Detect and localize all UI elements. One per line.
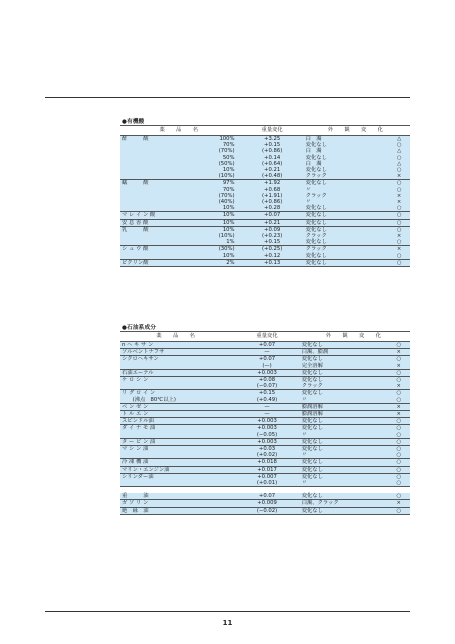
concentration: 100% 70% (70%) 50% (50%) 10% (10%) (195, 136, 240, 180)
table-row (120, 226, 410, 246)
appearance-change: 白濁、クラック (300, 500, 388, 507)
rating-mark: ○ (388, 438, 410, 445)
concentration: 10% (195, 212, 240, 219)
table-row (120, 411, 410, 418)
chemical-name: 酢 酸 (120, 136, 195, 180)
weight-change: +0.03 (+0.02) (234, 446, 299, 459)
appearance-change: 白 濁 変化なし 白 濁 変化なし 白 濁 変化なし クラック (304, 136, 389, 180)
concentration: 97% 70% (70%) (40%) 10% (195, 180, 240, 212)
chemical-name: ト ル エ ン (120, 411, 234, 418)
chemical-name: ケ ロ シ ン (120, 377, 234, 390)
appearance-change: 変化なし 〃 (300, 446, 388, 459)
weight-change: +0.003 (234, 369, 299, 376)
header-appearance-change: 外 観 変 化 (304, 126, 410, 136)
appearance-change: 変化なし (300, 342, 388, 349)
table-row (120, 438, 410, 445)
table-row (120, 356, 410, 369)
weight-change: +0.15 (+0.49) (234, 390, 299, 403)
weight-change: +0.07 (241, 212, 304, 219)
header-weight-change: 重量変化 (241, 126, 304, 136)
chemical-name: 安 息 香 酸 (120, 219, 195, 226)
appearance-change: 変化なし (300, 459, 388, 466)
rating-mark: ○ (388, 507, 410, 514)
chemical-name: シクロヘキサン (120, 356, 234, 369)
chemical-name: 乳 酸 (120, 226, 195, 246)
chemical-name: 蟻 酸 (120, 180, 195, 212)
concentration: (30%) 10% (195, 246, 240, 259)
weight-change: +0.017 (234, 466, 299, 473)
table-row (120, 219, 410, 226)
appearance-change: 変化なし 〃 (300, 473, 388, 486)
weight-change: (−0.02) (234, 507, 299, 514)
rating-mark: ○ (388, 493, 410, 500)
appearance-change: 膨潤溶解 (300, 411, 388, 418)
table-row (120, 377, 410, 390)
appearance-change: 変化なし (300, 466, 388, 473)
table-row (120, 180, 410, 212)
chemical-name: n ヘ キ サ ン (120, 342, 234, 349)
appearance-change: 変化なし 完全溶解 (300, 356, 388, 369)
concentration: 2% (195, 259, 240, 266)
chemical-name: ピクリン酸 (120, 259, 195, 266)
chemical-name: 冷 凍 機 油 (120, 459, 234, 466)
rating-mark: △ ○ △ ○ △ ○ × (388, 136, 410, 180)
chemical-name: シリンダー油 (120, 473, 234, 486)
chemical-name: 絶 縁 油 (120, 507, 234, 514)
weight-change: +0.07 (—) (234, 356, 299, 369)
appearance-change: 変化なし 〃 クラック 〃 変化なし (304, 180, 389, 212)
rating-mark: ○ × (388, 356, 410, 369)
table-row (120, 507, 410, 514)
rating-mark: ○ (388, 418, 410, 425)
rating-mark: ○ ○ (388, 473, 410, 486)
rating-mark: ○ ○ (388, 425, 410, 438)
header-appearance-change: 外 観 変 化 (300, 332, 410, 342)
table-header-row (120, 126, 410, 136)
rating-mark: ○ (388, 459, 410, 466)
chemical-name: ダ イ ナ モ 油 (120, 425, 234, 438)
section-title-petroleum: ●石油系成分 (122, 325, 157, 331)
rating-mark: × ○ (388, 246, 410, 259)
appearance-change: 変化なし 〃 (300, 425, 388, 438)
weight-change: (+0.25) +0.12 (241, 246, 304, 259)
table-header-row (120, 332, 410, 342)
weight-change: +0.07 (234, 493, 299, 500)
table-row (120, 390, 410, 403)
rating-mark: × (388, 349, 410, 356)
petroleum-table (120, 331, 410, 515)
appearance-change: 変化なし 〃 (300, 390, 388, 403)
chemical-name: マ レ イ ン 酸 (120, 212, 195, 219)
table-row (120, 349, 410, 356)
rating-mark: ○ × ○ (388, 226, 410, 246)
appearance-change: 変化なし (304, 219, 389, 226)
weight-change: — (234, 403, 299, 410)
chemical-name: スピンドル油 (120, 418, 234, 425)
page-number: 11 (222, 619, 233, 627)
table-row (120, 473, 410, 486)
appearance-change: 変化なし (300, 369, 388, 376)
appearance-change: 変化なし (304, 259, 389, 266)
weight-change: +0.007 (+0.01) (234, 473, 299, 486)
rating-mark: ○ (388, 342, 410, 349)
appearance-change: 変化なし クラック (300, 377, 388, 390)
table-row (120, 342, 410, 349)
appearance-change: 変化なし (300, 507, 388, 514)
weight-change: +0.13 (241, 259, 304, 266)
appearance-change: 変化なし (304, 212, 389, 219)
table-row (120, 493, 410, 500)
chemical-name: ベ ン ゼ ン (120, 403, 234, 410)
weight-change: — (234, 349, 299, 356)
rating-mark: × (388, 403, 410, 410)
table-row (120, 446, 410, 459)
appearance-change: クラック 変化なし (304, 246, 389, 259)
weight-change: +0.003 (−0.05) (234, 425, 299, 438)
weight-change: +3.25 +0.15 (+0.86) +0.14 (+0.64) +0.21 (+0.48) (241, 136, 304, 180)
rating-mark: ○ × (388, 377, 410, 390)
bottom-rule (45, 611, 410, 612)
table-row (120, 369, 410, 376)
chemical-name: 重 油 (120, 493, 234, 500)
table-row (120, 500, 410, 507)
chemical-name: リ グ ロ イ ン (沸点 80℃以上) (120, 390, 234, 403)
rating-mark: ○ (388, 212, 410, 219)
table-row (120, 246, 410, 259)
table-row (120, 403, 410, 410)
organic-acids-table (120, 125, 410, 267)
appearance-change: 変化なし (300, 438, 388, 445)
concentration: 10% (10%) 1% (195, 226, 240, 246)
concentration: 10% (195, 219, 240, 226)
rating-mark: ○ (388, 466, 410, 473)
table-row (120, 459, 410, 466)
rating-mark: ○ (388, 219, 410, 226)
weight-change: +0.003 (234, 418, 299, 425)
table-row (120, 259, 410, 266)
appearance-change: 白濁、膨潤 (300, 349, 388, 356)
header-weight-change: 重量変化 (234, 332, 299, 342)
rating-mark: ○ ○ × × ○ (388, 180, 410, 212)
chemical-name: 石油エーテル (120, 369, 234, 376)
appearance-change: 変化なし クラック 変化なし (304, 226, 389, 246)
section-title-organic-acids: ●有機酸 (122, 119, 145, 125)
weight-change: +0.09 (+0.23) +0.15 (241, 226, 304, 246)
header-chemical-name: 薬 品 名 (120, 332, 234, 342)
weight-change: +0.009 (234, 500, 299, 507)
appearance-change: 膨潤溶解 (300, 403, 388, 410)
table-row (120, 466, 410, 473)
rating-mark: ○ ○ (388, 390, 410, 403)
rating-mark: × (388, 500, 410, 507)
weight-change: — (234, 411, 299, 418)
chemical-name: シ ュ ウ 酸 (120, 246, 195, 259)
top-rule (45, 97, 410, 98)
rating-mark: × (388, 411, 410, 418)
rating-mark: ○ (388, 369, 410, 376)
table-row (120, 425, 410, 438)
table-row (120, 418, 410, 425)
weight-change: +0.003 (234, 438, 299, 445)
rating-mark: ○ ○ (388, 446, 410, 459)
chemical-name: タ ー ビ ン 油 (120, 438, 234, 445)
weight-change: +0.07 (234, 342, 299, 349)
appearance-change: 変化なし (300, 418, 388, 425)
table-row (120, 212, 410, 219)
chemical-name: マリン・エンジン油 (120, 466, 234, 473)
chemical-name: マ シ ン 油 (120, 446, 234, 459)
weight-change: +0.21 (241, 219, 304, 226)
chemical-name: ソルベントナフサ (120, 349, 234, 356)
appearance-change: 変化なし (300, 493, 388, 500)
weight-change: +0.018 (234, 459, 299, 466)
header-chemical-name: 薬 品 名 (120, 126, 241, 136)
table-row (120, 136, 410, 180)
weight-change: +1.92 +0.68 (+1.91) (+0.86) +0.28 (241, 180, 304, 212)
rating-mark: ○ (388, 259, 410, 266)
weight-change: +0.08 (−0.07) (234, 377, 299, 390)
chemical-name: ガ ソ リ ン (120, 500, 234, 507)
